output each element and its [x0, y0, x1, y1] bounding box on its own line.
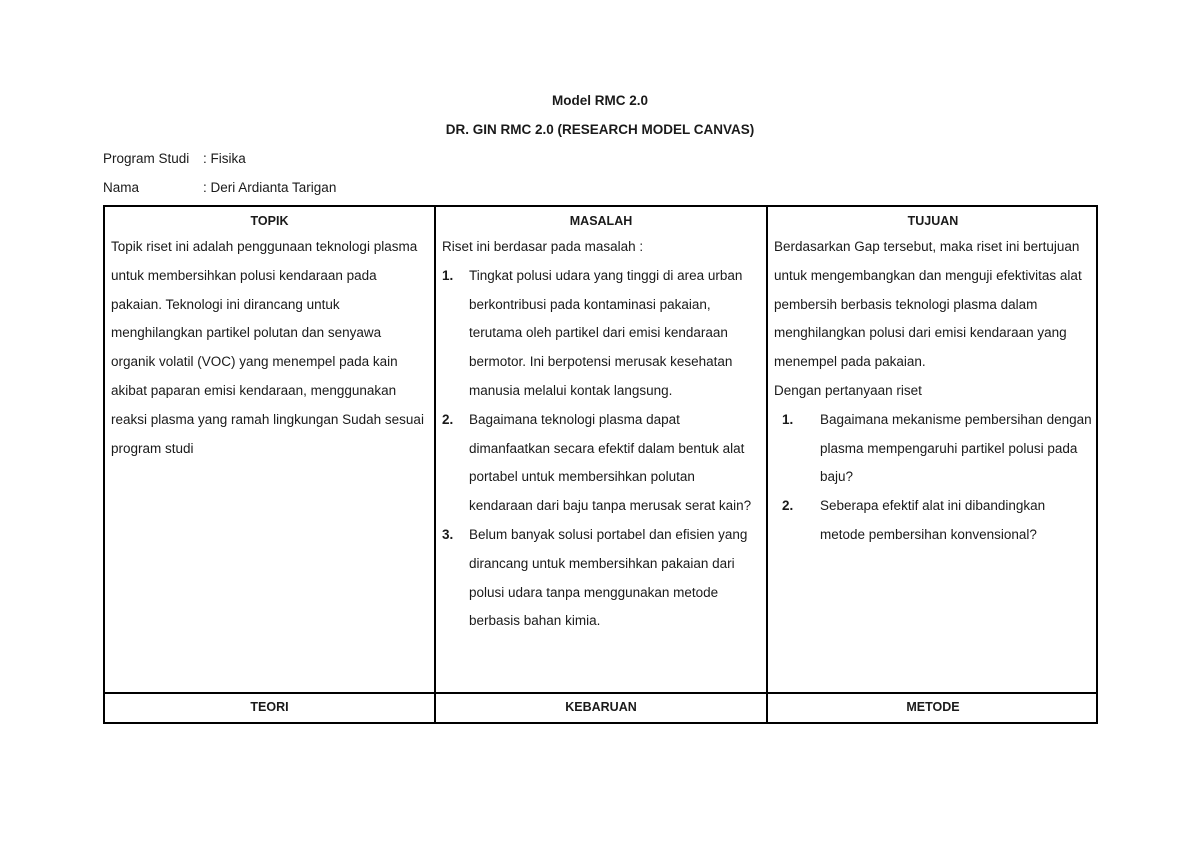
list-item — [442, 262, 760, 406]
list-item — [442, 406, 760, 521]
document-subtitle: DR. GIN RMC 2.0 (RESEARCH MODEL CANVAS) — [445, 122, 755, 137]
list-item-text: Bagaimana mekanisme pembersihan dengan plasma mempengaruhi partikel polusi pada baju? — [820, 411, 1092, 485]
kebaruan-heading: KEBARUAN — [565, 700, 637, 714]
name-label: Nama — [103, 180, 140, 195]
list-item — [782, 406, 1092, 492]
topik-text: Topik riset ini adalah penggunaan teknologi plasma untuk membersihkan polusi kendaraan pada pakaian. Teknologi ini dirancang untuk menghilangkan partikel polutan dan senyawa organik volatil (VOC) yang menempel pada kain akibat paparan emisi kendaraan, menggunakan reaksi plasma yang ramah lingkungan Sudah sesuai program studi — [111, 239, 424, 456]
document-title: Model RMC 2.0 — [551, 93, 648, 108]
list-number: 3. — [442, 526, 454, 542]
tujuan-cell — [768, 207, 1098, 692]
metode-heading: METODE — [906, 700, 960, 714]
research-model-canvas-table — [103, 205, 1098, 724]
masalah-heading: MASALAH — [569, 214, 633, 228]
list-item — [782, 492, 1092, 550]
name-value: : Deri Ardianta Tarigan — [203, 180, 337, 195]
program-label: Program Studi — [103, 151, 190, 166]
program-value: : Fisika — [203, 151, 246, 166]
tujuan-heading: TUJUAN — [907, 214, 959, 228]
masalah-cell — [436, 207, 766, 692]
program-row — [103, 151, 246, 166]
list-item-text: Belum banyak solusi portabel dan efisien yang dirancang untuk membersihkan pakaian dari polusi udara tanpa menggunakan metode berbasis bahan kimia. — [469, 526, 748, 629]
masalah-intro: Riset ini berdasar pada masalah : — [442, 239, 644, 254]
research-question-list — [774, 406, 1092, 550]
topik-cell — [105, 207, 434, 692]
list-item-text: Tingkat polusi udara yang tinggi di area urban berkontribusi pada kontaminasi pakaian, terutama oleh partikel dari emisi kendaraan bermotor. Ini berpotensi merusak kesehatan manusia melalui kontak langsung. — [469, 267, 743, 398]
list-number: 2. — [442, 411, 454, 427]
list-item — [442, 521, 760, 636]
research-question-label: Dengan pertanyaan riset — [774, 382, 922, 398]
list-number: 1. — [442, 267, 454, 283]
teori-heading: TEORI — [250, 700, 289, 714]
masalah-list — [442, 262, 760, 636]
list-number: 2. — [782, 498, 794, 514]
name-row — [103, 180, 336, 195]
topik-heading: TOPIK — [250, 214, 289, 228]
tujuan-intro: Berdasarkan Gap tersebut, maka riset ini bertujuan untuk mengembangkan dan menguji efektivitas alat pembersih berbasis teknologi plasma dalam menghilangkan polusi dari emisi kendaraan yang menempel pada pakaian. — [774, 239, 1082, 370]
list-item-text: Bagaimana teknologi plasma dapat dimanfaatkan secara efektif dalam bentuk alat portabel untuk membersihkan polutan kendaraan dari baju tanpa merusak serat kain? — [469, 411, 752, 514]
list-number: 1. — [782, 411, 794, 427]
list-item-text: Seberapa efektif alat ini dibandingkan metode pembersihan konvensional? — [820, 498, 1046, 542]
